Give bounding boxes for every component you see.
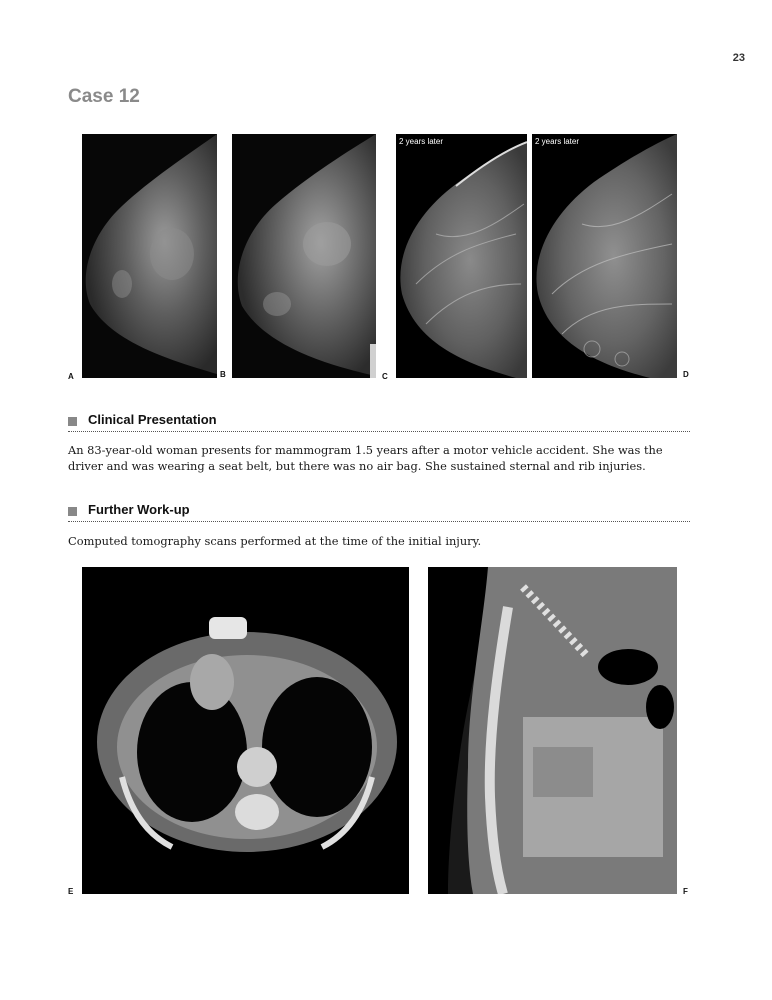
figure-label-d: D — [683, 370, 689, 379]
ct-scan-image-f — [428, 567, 677, 894]
page-number: 23 — [732, 52, 745, 64]
figure-label-e: E — [68, 887, 74, 896]
further-workup-text: Computed tomography scans performed at the time of the initial injury. — [68, 534, 482, 548]
mammogram-image-b — [232, 134, 376, 378]
figure-label-f: F — [683, 887, 688, 896]
clinical-presentation-heading: Clinical Presentation — [88, 412, 217, 427]
further-workup-header — [68, 502, 690, 522]
case-title: Case 12 — [68, 86, 140, 107]
clinical-presentation-text: An 83-year-old woman presents for mammogram 1.5 years after a motor vehicle accident. She was the driver and was wearing a seat belt, but there was no air bag. She sustained sternal and rib injuries. — [68, 443, 663, 473]
image-caption-d: 2 years later — [535, 137, 580, 146]
figure-label-c: C — [382, 372, 388, 381]
section-bullet-icon — [68, 507, 77, 516]
ct-scan-image-e — [82, 567, 409, 894]
section-bullet-icon — [68, 417, 77, 426]
further-workup-heading: Further Work-up — [88, 502, 190, 517]
mammogram-image-a — [82, 134, 217, 378]
image-caption-c: 2 years later — [399, 137, 444, 146]
mammogram-image-d — [532, 134, 677, 378]
clinical-presentation-header — [68, 412, 690, 432]
figure-label-a: A — [68, 372, 74, 381]
mammogram-image-c — [396, 134, 527, 378]
figure-label-b: B — [220, 370, 226, 379]
